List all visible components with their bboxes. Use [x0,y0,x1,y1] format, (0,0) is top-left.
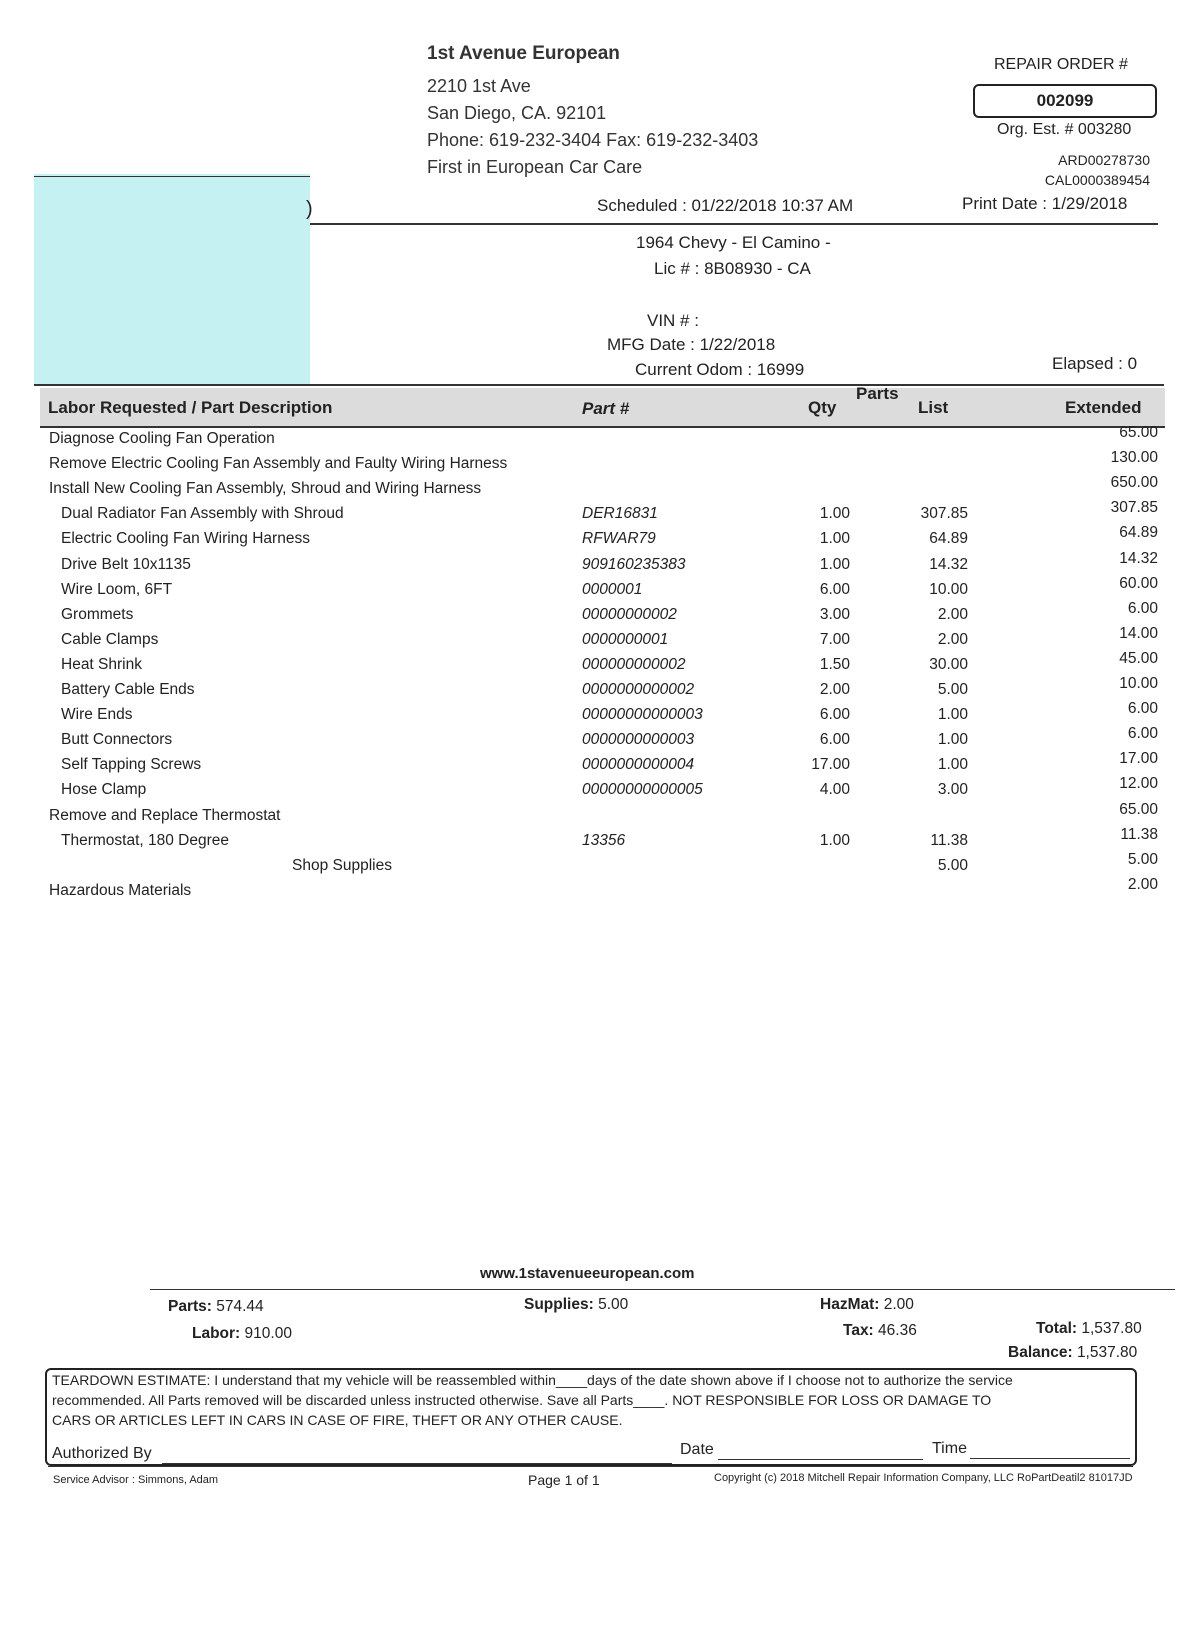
vehicle-odometer: Current Odom : 16999 [635,360,805,379]
table-row [0,826,1200,854]
row-extended: 45.00 [1119,650,1158,667]
time-line[interactable] [970,1458,1130,1459]
row-part-number: 0000001 [582,581,643,598]
row-qty: 1.00 [819,530,850,547]
row-extended: 6.00 [1127,700,1158,717]
table-row [0,550,1200,578]
header-list: List [918,398,949,417]
row-part-number: 0000000001 [582,631,669,648]
row-part-number: 0000000000003 [582,731,695,748]
service-advisor: Service Advisor : Simmons, Adam [53,1474,219,1486]
row-part-number: 0000000000004 [582,756,695,773]
row-extended: 10.00 [1119,675,1158,692]
row-extended: 650.00 [1110,474,1158,491]
row-extended: 12.00 [1119,775,1158,792]
row-description: Wire Loom, 6FT [61,581,173,598]
row-list-price: 3.00 [937,781,968,798]
header-parts: Parts [856,384,899,403]
row-qty: 3.00 [819,606,850,623]
table-row [0,725,1200,753]
date-line[interactable] [718,1459,923,1460]
row-extended: 14.32 [1119,550,1158,567]
labor-total [192,1325,292,1343]
row-part-number: 0000000000002 [582,681,695,698]
parts-total-value: 574.44 [216,1298,264,1315]
row-extended: 6.00 [1127,725,1158,742]
row-list-price: 1.00 [937,731,968,748]
copyright: Copyright (c) 2018 Mitchell Repair Information Company, LLC RoPartDeatil2 81017JD [714,1472,1133,1484]
row-extended: 6.00 [1127,600,1158,617]
table-row [0,499,1200,527]
row-part-number: DER16831 [582,505,658,522]
authorized-by-line[interactable] [162,1463,672,1464]
row-part-number: 13356 [582,832,626,849]
grand-total-value: 1,537.80 [1081,1320,1142,1337]
row-description: Wire Ends [61,706,133,723]
row-description: Self Tapping Screws [61,756,202,773]
row-extended: 14.00 [1119,625,1158,642]
table-row [0,625,1200,653]
row-list-price: 11.38 [930,832,968,849]
row-list-price: 5.00 [937,857,968,874]
row-extended: 65.00 [1119,801,1158,818]
row-description: Remove and Replace Thermostat [49,807,281,824]
elapsed: Elapsed : 0 [1052,354,1138,373]
row-part-number: 00000000000003 [582,706,703,723]
row-description: Heat Shrink [61,656,142,673]
row-list-price: 2.00 [937,631,968,648]
row-part-number: 000000000002 [582,656,686,673]
teardown-bottom-divider [48,1466,1133,1467]
row-description: Thermostat, 180 Degree [61,832,230,849]
repair-order-number: 002099 [973,84,1157,118]
row-qty: 4.00 [819,781,850,798]
row-list-price: 1.00 [937,756,968,773]
summary-divider [150,1289,1175,1290]
teardown-line-1: TEARDOWN ESTIMATE: I understand that my vehicle will be reassembled within____days of the date shown above if I choose not to authorize the service [52,1372,1013,1388]
date-label: Date [680,1441,714,1458]
row-qty: 6.00 [819,731,850,748]
row-list-price: 2.00 [937,606,968,623]
table-row [0,474,1200,502]
balance-value: 1,537.80 [1076,1344,1138,1361]
row-extended: 2.00 [1127,876,1158,893]
row-extended: 17.00 [1119,750,1158,767]
repair-order-label: REPAIR ORDER # [994,56,1128,73]
row-description: Remove Electric Cooling Fan Assembly and Faulty Wiring Harness [49,455,508,472]
row-list-price: 5.00 [937,681,968,698]
org-estimate: Org. Est. # 003280 [997,121,1132,138]
row-part-number: 00000000000005 [582,781,703,798]
row-qty: 7.00 [819,631,850,648]
row-extended: 307.85 [1110,499,1158,516]
table-row [0,650,1200,678]
table-row [0,600,1200,628]
print-date: Print Date : 1/29/2018 [962,194,1128,213]
row-description: Dual Radiator Fan Assembly with Shroud [61,505,344,522]
row-extended: 130.00 [1110,449,1158,466]
hazmat-total [820,1296,914,1314]
row-list-price: 10.00 [929,581,968,598]
row-extended: 60.00 [1119,575,1158,592]
header-qty: Qty [808,398,837,417]
row-description: Grommets [61,606,134,623]
row-qty: 6.00 [819,706,850,723]
table-row [0,700,1200,728]
divider [34,176,310,177]
row-part-number: 00000000002 [582,606,677,623]
vehicle-model: 1964 Chevy - El Camino - [636,233,831,252]
row-description: Install New Cooling Fan Assembly, Shroud and Wiring Harness [49,480,482,497]
table-header [40,384,1165,426]
balance-label: Balance: [1008,1344,1073,1361]
vehicle-license: Lic # : 8B08930 - CA [654,259,811,278]
row-qty: 1.00 [819,556,850,573]
cal-number: CAL0000389454 [1044,172,1150,188]
table-row [0,424,1200,452]
shop-tagline: First in European Car Care [427,157,643,177]
row-description: Cable Clamps [61,631,159,648]
supplies-total [524,1296,628,1314]
hazmat-total-label: HazMat: [820,1296,880,1313]
row-list-price: 14.32 [929,556,968,573]
row-qty: 6.00 [819,581,850,598]
table-row [0,524,1200,552]
ard-number: ARD00278730 [1058,152,1150,168]
row-description: Butt Connectors [61,731,173,748]
table-row [0,775,1200,803]
parts-total-label: Parts: [168,1298,212,1315]
grand-total [1036,1320,1142,1338]
row-qty: 1.50 [819,656,850,673]
row-part-number: RFWAR79 [582,530,656,547]
row-list-price: 64.89 [929,530,968,547]
hazmat-total-value: 2.00 [883,1296,914,1313]
row-list-price: 1.00 [937,706,968,723]
website: www.1stavenueeuropean.com [480,1265,695,1282]
table-top-divider [34,384,1164,386]
teardown-line-2: recommended. All Parts removed will be discarded unless instructed otherwise. Save all Parts____. NOT RESPONSIBLE FOR LOSS OR DAMAGE TO [52,1392,992,1408]
row-list-price: 30.00 [929,656,968,673]
header-divider [310,223,1158,225]
row-description: Hazardous Materials [49,882,192,899]
time-label: Time [932,1440,967,1457]
row-qty: 17.00 [811,756,850,773]
table-row [0,575,1200,603]
grand-total-label: Total: [1036,1320,1078,1337]
table-row [0,876,1200,904]
row-qty: 1.00 [819,505,850,522]
teardown-line-3: CARS OR ARTICLES LEFT IN CARS IN CASE OF FIRE, THEFT OR ANY OTHER CAUSE. [52,1412,623,1428]
row-extended: 5.00 [1127,851,1158,868]
row-description: Battery Cable Ends [61,681,195,698]
supplies-total-value: 5.00 [598,1296,629,1313]
table-row [0,851,1200,879]
row-list-price: 307.85 [920,505,968,522]
table-row [0,675,1200,703]
row-description: Electric Cooling Fan Wiring Harness [61,530,310,547]
labor-total-label: Labor: [192,1325,241,1342]
shop-city: San Diego, CA. 92101 [427,103,607,123]
authorized-by-label: Authorized By [52,1445,152,1462]
tax-total [843,1322,917,1340]
row-extended: 65.00 [1119,424,1158,441]
shop-name: 1st Avenue European [427,43,620,64]
header-description: Labor Requested / Part Description [48,398,333,417]
labor-total-value: 910.00 [244,1325,292,1342]
row-extended: 11.38 [1120,826,1158,843]
header-part-number: Part # [582,399,630,418]
customer-fragment: ) [306,198,313,220]
tax-total-label: Tax: [843,1322,874,1339]
supplies-total-label: Supplies: [524,1296,594,1313]
page-number: Page 1 of 1 [528,1472,600,1488]
redacted-customer-block [34,174,310,384]
row-description: Shop Supplies [292,857,392,874]
vehicle-mfg-date: MFG Date : 1/22/2018 [607,335,776,354]
table-row [0,449,1200,477]
shop-phone-fax: Phone: 619-232-3404 Fax: 619-232-3403 [427,130,759,150]
tax-total-value: 46.36 [878,1322,917,1339]
row-description: Drive Belt 10x1135 [61,556,191,573]
table-row [0,801,1200,829]
row-part-number: 909160235383 [582,556,686,573]
balance [1008,1344,1137,1362]
row-description: Hose Clamp [61,781,147,798]
shop-street: 2210 1st Ave [427,76,531,96]
table-row [0,750,1200,778]
row-description: Diagnose Cooling Fan Operation [49,430,275,447]
header-extended: Extended [1065,398,1142,417]
row-qty: 2.00 [819,681,850,698]
scheduled-date: Scheduled : 01/22/2018 10:37 AM [597,196,854,215]
row-qty: 1.00 [819,832,850,849]
row-extended: 64.89 [1119,524,1158,541]
vehicle-vin: VIN # : [647,311,699,330]
parts-total [168,1298,264,1316]
